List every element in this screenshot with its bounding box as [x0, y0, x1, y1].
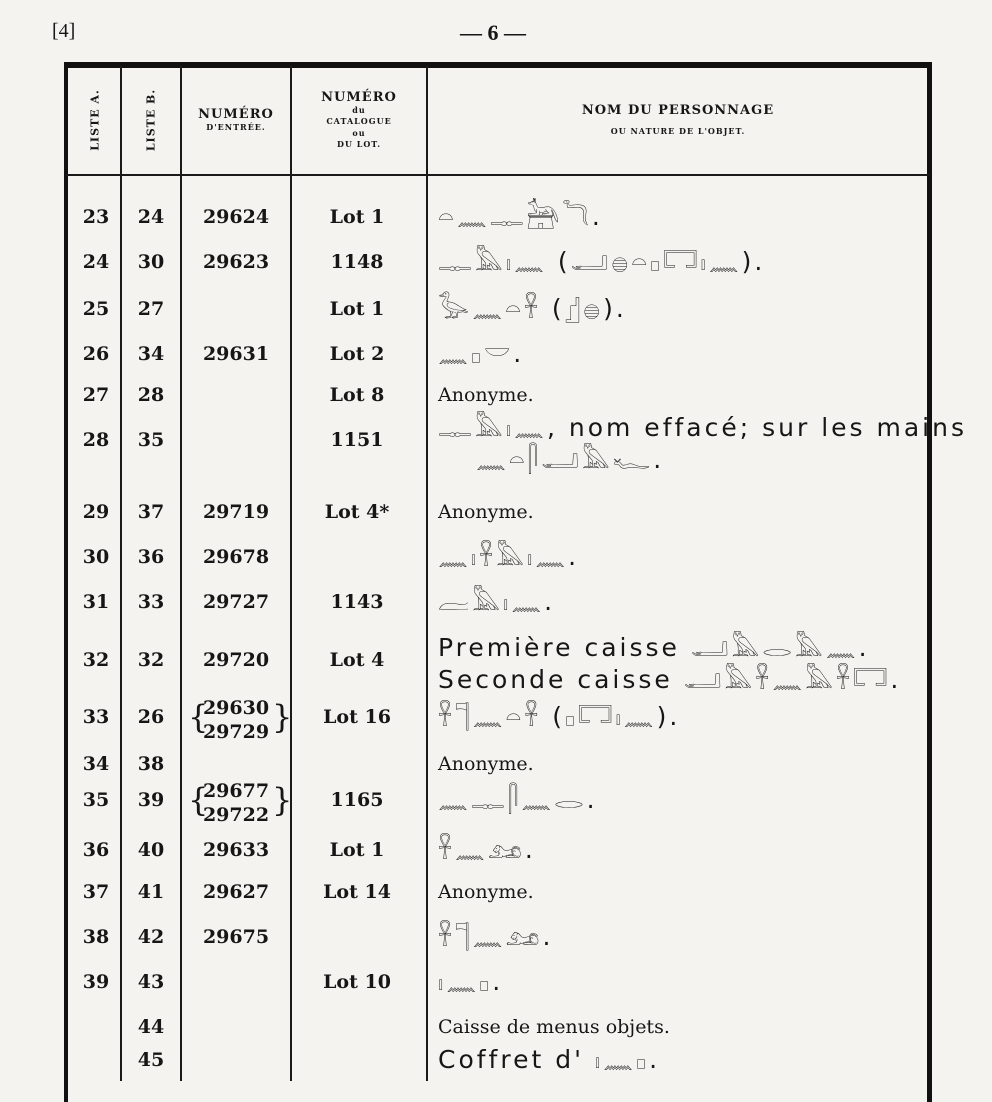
entry-number: 29720	[202, 649, 270, 671]
catalogue-number: Lot 1	[329, 206, 385, 228]
catalogue-number: Lot 10	[323, 971, 391, 993]
liste-b-number: 43	[137, 971, 165, 993]
entry-number: 29722	[202, 804, 270, 826]
liste-a-number: 24	[82, 251, 110, 273]
liste-b-number: 33	[137, 591, 165, 613]
liste-a-number: 36	[82, 839, 110, 861]
liste-b-number: 32	[137, 649, 165, 671]
liste-b-number: 37	[137, 501, 165, 523]
entry-number: 29677	[202, 780, 270, 802]
liste-a-number: 33	[82, 706, 110, 728]
liste-a-number: 35	[82, 789, 110, 811]
catalogue-number: Lot 1	[329, 298, 385, 320]
person-name: 𓈖𓊃𓋴𓈖𓂋.	[438, 785, 598, 814]
person-name: 𓅭𓈖𓏏𓋹 (𓊨𓐍).	[438, 294, 627, 323]
liste-b-number: 45	[137, 1049, 165, 1071]
person-name: 𓊃𓅓𓏤𓈖 (𓂝𓐍𓏏𓊪𓉐𓏤𓈖).	[438, 247, 766, 276]
liste-a-number: 29	[82, 501, 110, 523]
catalogue-number: Lot 4	[329, 649, 385, 671]
liste-b-number: 44	[137, 1016, 165, 1038]
header-catalogue: NUMÉRO du CATALOGUE ou DU LOT.	[321, 90, 397, 149]
liste-b-number: 27	[137, 298, 165, 320]
header-liste-b: LISTE B.	[144, 88, 158, 152]
liste-a-number: 39	[82, 971, 110, 993]
person-name: Caisse de menus objets.	[438, 1016, 670, 1038]
liste-b-number: 28	[137, 384, 165, 406]
catalogue-number: Lot 4*	[324, 501, 390, 523]
liste-b-number: 34	[137, 343, 165, 365]
catalogue-number: Lot 8	[329, 384, 385, 406]
liste-b-number: 42	[137, 926, 165, 948]
catalogue-number: 1165	[330, 789, 384, 811]
person-name: Seconde caisse 𓂝𓅓𓋹𓈖𓅓𓋹𓉐.	[438, 665, 902, 694]
liste-a-number: 26	[82, 343, 110, 365]
header-divider	[66, 174, 930, 176]
person-name: 𓐛𓅓𓏤𓈖.	[438, 587, 556, 616]
person-name: 𓈖𓏤𓋹𓅓𓏤𓈖.	[438, 542, 580, 571]
entry-number: 29719	[202, 501, 270, 523]
catalogue-number: 1143	[330, 591, 384, 613]
liste-b-number: 30	[137, 251, 165, 273]
person-name: 𓏏𓈖𓊃𓃣𓆓.	[438, 202, 603, 231]
person-name: Anonyme.	[438, 753, 534, 775]
liste-b-number: 38	[137, 753, 165, 775]
entry-number: 29624	[202, 206, 270, 228]
entry-number: 29627	[202, 881, 270, 903]
liste-b-number: 24	[137, 206, 165, 228]
person-name: 𓋹𓊹𓈖𓏏𓋹 (𓊪𓉐𓏤𓈖).	[438, 702, 681, 731]
header-entry: NUMÉRO D'ENTRÉE.	[198, 106, 274, 132]
liste-b-number: 35	[137, 429, 165, 451]
liste-a-number: 32	[82, 649, 110, 671]
liste-a-number: 38	[82, 926, 110, 948]
entry-number: 29631	[202, 343, 270, 365]
person-name: Anonyme.	[438, 881, 534, 903]
brace-close: }	[272, 698, 293, 736]
page-number: — 6 —	[460, 20, 526, 45]
liste-b-number: 39	[137, 789, 165, 811]
person-name: 𓋹𓊹𓈖𓃭.	[438, 922, 554, 951]
person-name: 𓊃𓅓𓏤𓈖, nom effacé; sur les mains	[438, 413, 967, 442]
catalogue-number: Lot 2	[329, 343, 385, 365]
liste-b-number: 41	[137, 881, 165, 903]
person-name: Coffret d' 𓏤𓈖𓊪.	[438, 1045, 661, 1074]
liste-a-number: 31	[82, 591, 110, 613]
column-divider	[426, 66, 428, 1081]
liste-a-number: 25	[82, 298, 110, 320]
column-divider	[120, 66, 122, 1081]
liste-a-number: 37	[82, 881, 110, 903]
catalogue-number: 1151	[330, 429, 384, 451]
liste-b-number: 36	[137, 546, 165, 568]
header-liste-a: LISTE A.	[88, 89, 102, 151]
person-name: Première caisse 𓂝𓅓𓂋𓅓𓈖.	[438, 633, 870, 662]
catalogue-number: 1148	[330, 251, 384, 273]
entry-number: 29630	[202, 697, 270, 719]
liste-a-number: 34	[82, 753, 110, 775]
entry-number: 29675	[202, 926, 270, 948]
liste-a-number: 27	[82, 384, 110, 406]
column-divider	[180, 66, 182, 1081]
catalogue-number: Lot 1	[329, 839, 385, 861]
person-name: 𓈖𓊪𓎟.	[438, 339, 525, 368]
entry-number: 29623	[202, 251, 270, 273]
liste-b-number: 40	[137, 839, 165, 861]
entry-number: 29633	[202, 839, 270, 861]
person-name: Anonyme.	[438, 501, 534, 523]
liste-a-number: 30	[82, 546, 110, 568]
person-name: Anonyme.	[438, 384, 534, 406]
liste-a-number: 28	[82, 429, 110, 451]
liste-b-number: 26	[137, 706, 165, 728]
brace-open: {	[188, 781, 209, 819]
entry-number: 29727	[202, 591, 270, 613]
header-name: NOM DU PERSONNAGE OU NATURE DE L'OBJET.	[581, 102, 775, 136]
entry-number: 29678	[202, 546, 270, 568]
person-name: 𓋹𓈖𓃭.	[438, 835, 536, 864]
brace-close: }	[272, 781, 293, 819]
brace-open: {	[188, 698, 209, 736]
liste-a-number: 23	[82, 206, 110, 228]
person-name: 𓏤𓈖𓊪.	[438, 967, 504, 996]
catalogue-number: Lot 16	[323, 706, 391, 728]
page-ref: [4]	[52, 20, 76, 42]
person-name: 𓈖𓏏𓋴𓂝𓅓𓆑.	[476, 445, 665, 474]
catalogue-number: Lot 14	[323, 881, 391, 903]
entry-number: 29729	[202, 721, 270, 743]
